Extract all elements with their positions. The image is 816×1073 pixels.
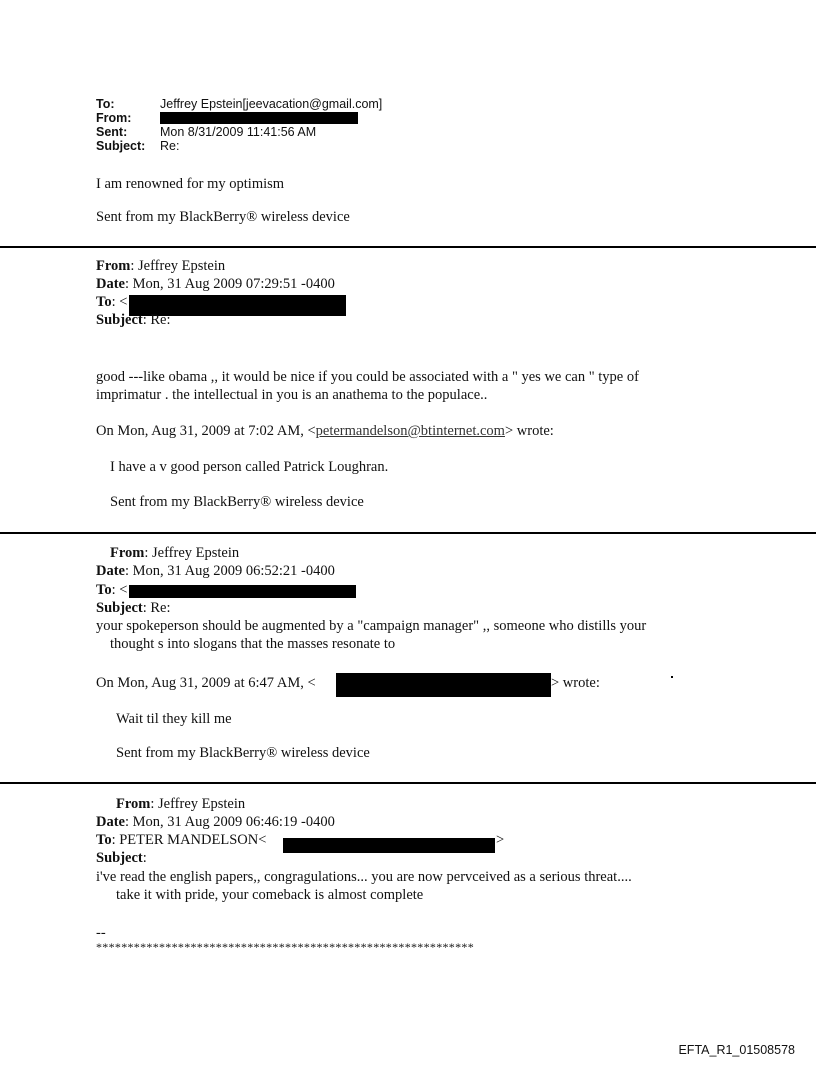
msg4-to-close: > — [496, 832, 505, 848]
msg4-subject — [96, 850, 147, 867]
email-header-top — [96, 97, 596, 161]
subject-label: Subject: — [96, 139, 146, 153]
msg2-subject-label: Subject — [96, 312, 143, 328]
msg3-quote-intro-pre: On Mon, Aug 31, 2009 at 6:47 AM, < — [96, 675, 316, 691]
msg2-subject — [96, 312, 171, 329]
msg2-to-label: To — [96, 294, 112, 310]
document-id: EFTA_R1_01508578 — [678, 1043, 795, 1057]
msg4-body-line1: i've read the english papers,, congragulations... you are now pervceived as a serious threat.... — [96, 869, 632, 885]
msg4-from-value: : Jeffrey Epstein — [150, 796, 246, 812]
redaction-msg3-quote — [336, 673, 551, 697]
sent-label: Sent: — [96, 125, 128, 139]
msg3-to — [96, 582, 127, 599]
msg2-date-label: Date — [96, 276, 125, 292]
scan-speck — [671, 676, 673, 678]
msg3-date — [96, 563, 335, 580]
email-link[interactable]: petermandelson@btinternet.com — [315, 423, 505, 439]
msg2-subject-value: : Re: — [142, 312, 171, 328]
msg3-to-value: : < — [111, 582, 128, 598]
msg2-to — [96, 294, 127, 311]
msg1-body: I am renowned for my optimism — [96, 176, 285, 192]
msg2-quote-intro-pre: On Mon, Aug 31, 2009 at 7:02 AM, < — [96, 423, 316, 439]
from-label: From: — [96, 111, 132, 125]
msg4-date-label: Date — [96, 814, 125, 830]
msg4-date-value: : Mon, 31 Aug 2009 06:46:19 -0400 — [125, 814, 335, 830]
msg2-date-value: : Mon, 31 Aug 2009 07:29:51 -0400 — [125, 276, 335, 292]
msg3-from-value: : Jeffrey Epstein — [144, 545, 240, 561]
msg3-from-label: From — [110, 545, 145, 561]
msg3-date-value: : Mon, 31 Aug 2009 06:52:21 -0400 — [125, 563, 335, 579]
redaction-from-top — [160, 112, 358, 124]
divider-1 — [0, 246, 816, 248]
msg3-subject-value: : Re: — [142, 600, 171, 616]
msg2-from — [96, 258, 225, 275]
msg4-to-value: : PETER MANDELSON< — [111, 832, 267, 848]
msg4-to-label: To — [96, 832, 112, 848]
msg2-from-value: : Jeffrey Epstein — [130, 258, 226, 274]
msg2-quote-intro — [96, 423, 554, 440]
msg4-body-line2: take it with pride, your comeback is almost complete — [116, 887, 424, 903]
msg2-date — [96, 276, 335, 293]
redaction-msg3-to — [129, 585, 356, 598]
msg2-quote-body: I have a v good person called Patrick Loughran. — [110, 459, 389, 475]
msg2-body-line2: imprimatur . the intellectual in you is an anathema to the populace.. — [96, 387, 488, 403]
msg3-subject-label: Subject — [96, 600, 143, 616]
msg2-to-value: : < — [111, 294, 128, 310]
msg4-date — [96, 814, 335, 831]
to-value: Jeffrey Epstein[jeevacation@gmail.com] — [160, 97, 383, 111]
msg3-quote-signature: Sent from my BlackBerry® wireless device — [116, 745, 370, 761]
msg3-from — [110, 545, 239, 562]
msg4-subject-value: : — [142, 850, 147, 866]
msg3-to-label: To — [96, 582, 112, 598]
msg3-date-label: Date — [96, 563, 125, 579]
subject-value: Re: — [160, 139, 180, 153]
msg4-from — [116, 796, 245, 813]
to-label: To: — [96, 97, 115, 111]
msg2-body-line1: good ---like obama ,, it would be nice if you could be associated with a " yes we can " type of — [96, 369, 639, 385]
msg4-sig-dashes: -- — [96, 925, 106, 941]
sent-value: Mon 8/31/2009 11:41:56 AM — [160, 125, 317, 139]
divider-3 — [0, 782, 816, 784]
msg4-from-label: From — [116, 796, 151, 812]
msg3-body-line2: thought s into slogans that the masses resonate to — [110, 636, 396, 652]
msg4-to — [96, 832, 266, 849]
msg3-quote-body: Wait til they kill me — [116, 711, 232, 727]
msg2-from-label: From — [96, 258, 131, 274]
msg2-quote-intro-post: > wrote: — [504, 423, 554, 439]
msg4-subject-label: Subject — [96, 850, 143, 866]
msg3-subject — [96, 600, 171, 617]
msg1-signature: Sent from my BlackBerry® wireless device — [96, 209, 350, 225]
redaction-msg4-to — [283, 838, 495, 853]
msg2-quote-signature: Sent from my BlackBerry® wireless device — [110, 494, 364, 510]
msg4-sig-stars: ************************************************************ — [96, 940, 474, 954]
msg3-quote-intro-post: > wrote: — [551, 675, 600, 691]
msg3-body-line1: your spokeperson should be augmented by a "campaign manager" ,, someone who distills your — [96, 618, 647, 634]
divider-2 — [0, 532, 816, 534]
